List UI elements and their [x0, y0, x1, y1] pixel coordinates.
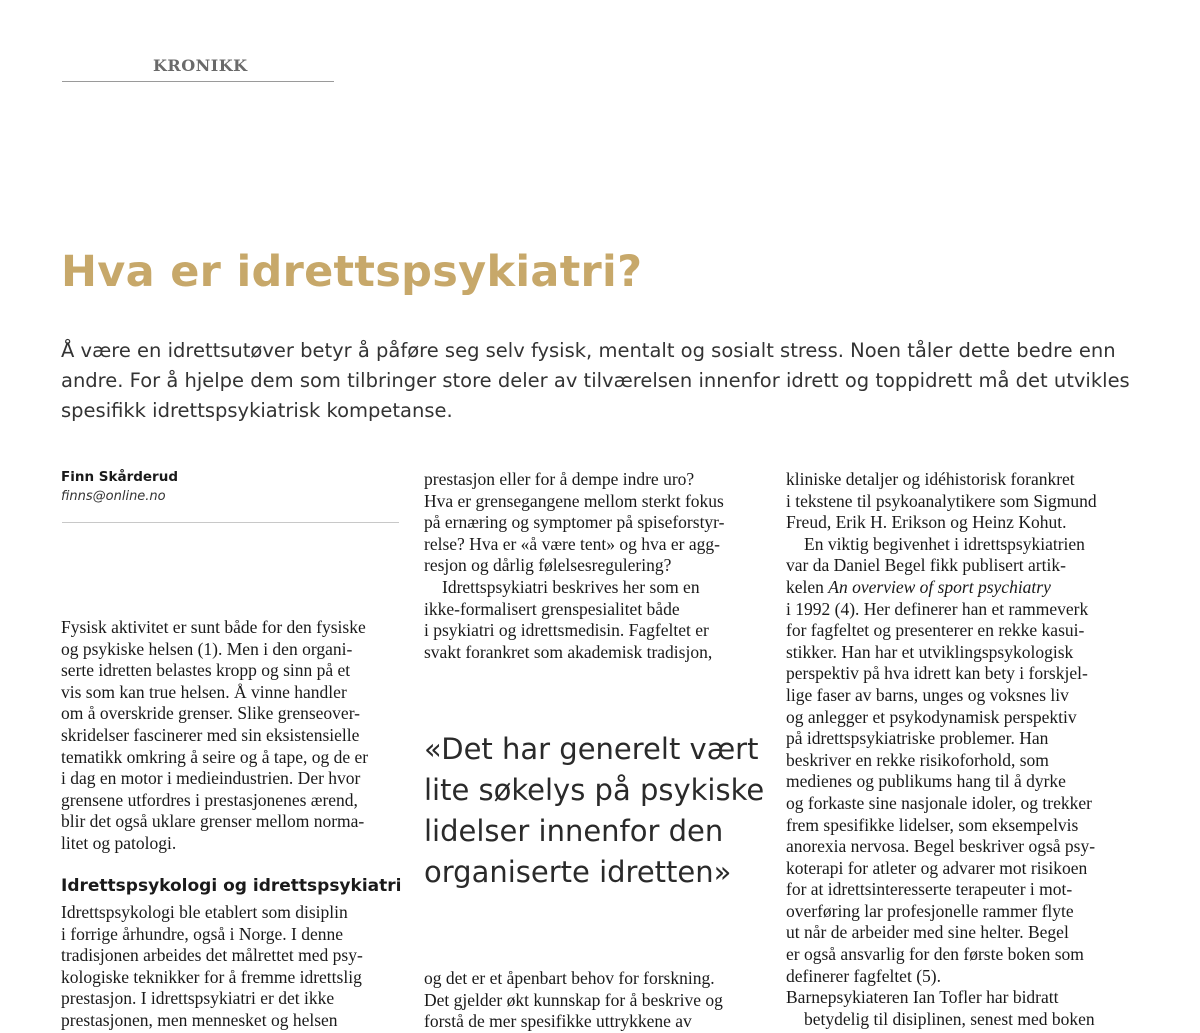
body-line: var da Daniel Begel fikk publisert artik-: [786, 555, 1066, 576]
body-line: ikke-formalisert grenspesialitet både: [424, 598, 680, 619]
pull-quote-line: «Det har generelt vært: [424, 732, 759, 766]
pull-quote-line: lidelser innenfor den: [424, 814, 724, 848]
body-line: overføring lar profesjonelle rammer flyte: [786, 900, 1074, 921]
section-divider: [62, 81, 334, 82]
body-line: serte idretten belastes kropp og sinn på et: [61, 660, 351, 681]
pull-quote-line: organiserte idretten»: [424, 855, 732, 889]
body-line: forstå de mer spesifikke uttrykkene av: [424, 1011, 692, 1032]
body-column-2: [424, 469, 725, 663]
body-line: Barnepsykiateren Ian Tofler har bidratt: [786, 987, 1059, 1008]
article-lead: [61, 336, 1141, 426]
body-line-with-cited-title: [786, 577, 1097, 599]
body-line: grensene utfordres i prestasjonenes ærend,: [61, 789, 358, 810]
body-line: prestasjon eller for å dempe indre uro?: [424, 469, 695, 489]
body-column-1-continued: [61, 902, 363, 1032]
body-line: lige faser av barns, unges og voksnes liv: [786, 684, 1069, 705]
body-line: medienes og publikums hang til å dyrke: [786, 771, 1066, 792]
body-line: beskriver en rekke risikoforhold, som: [786, 749, 1049, 770]
cited-article-title: An overview of sport psychiatry: [828, 576, 1051, 597]
body-line: kologiske teknikker for å fremme idrettslig: [61, 966, 362, 987]
body-line: perspektiv på hva idrett kan bety i forskjel-: [786, 663, 1088, 684]
body-line: og anlegger et psykodynamisk perspektiv: [786, 706, 1077, 727]
body-line: på ernæring og symptomer på spiseforstyr-: [424, 512, 725, 533]
author-email[interactable]: finns@online.no: [61, 489, 166, 504]
body-line: koterapi for atleter og advarer mot risikoen: [786, 857, 1088, 878]
body-line: litet og patologi.: [61, 832, 177, 853]
body-line: definerer fagfeltet (5).: [786, 965, 941, 986]
body-line: anorexia nervosa. Begel beskriver også psy-: [786, 836, 1096, 857]
body-line: Fysisk aktivitet er sunt både for den fysiske: [61, 617, 366, 637]
section-subhead: Idrettspsykologi og idrettspsykiatri: [61, 876, 402, 896]
body-column-1: [61, 617, 368, 855]
section-label: KRONIKK: [153, 56, 248, 75]
article-title: Hva er idrettspsykiatri?: [61, 247, 643, 297]
author-name: Finn Skårderud: [61, 469, 178, 485]
lead-line: Å være en idrettsutøver betyr å påføre seg selv fysisk, mentalt og sosialt stress. Noen tåler dette bedre enn: [61, 339, 1116, 362]
body-line: betydelig til disiplinen, senest med boken: [804, 1008, 1095, 1029]
body-line: og forkaste sine nasjonale idoler, og trekker: [786, 792, 1092, 813]
body-line: og psykiske helsen (1). Men i den organi-: [61, 638, 353, 659]
body-line: Freud, Erik H. Erikson og Heinz Kohut.: [786, 512, 1067, 533]
body-line: stikker. Han har et utviklingspsykologisk: [786, 641, 1074, 662]
body-line: om å overskride grenser. Slike grenseover-: [61, 703, 360, 724]
body-column-3: [786, 469, 1097, 1030]
body-line: Hva er grensegangene mellom sterkt fokus: [424, 490, 724, 511]
body-line: ut når de arbeider med sine helter. Begel: [786, 922, 1069, 943]
pull-quote: [424, 729, 764, 893]
body-line: og det er et åpenbart behov for forskning.: [424, 968, 715, 988]
author-divider: [62, 522, 399, 523]
body-line: på idrettspsykiatriske problemer. Han: [786, 728, 1049, 749]
body-line: skridelser fascinerer med sin eksistensielle: [61, 724, 360, 745]
body-line: frem spesifikke lidelser, som eksempelvis: [786, 814, 1079, 835]
body-line: er også ansvarlig for den første boken som: [786, 944, 1084, 965]
body-line: Idrettspsykiatri beskrives her som en: [442, 576, 700, 597]
body-column-2-continued: [424, 968, 723, 1033]
body-line: kliniske detaljer og idéhistorisk forankret: [786, 469, 1075, 489]
body-line: i tekstene til psykoanalytikere som Sigmund: [786, 490, 1097, 511]
body-line: tradisjonen arbeides det målrettet med psy-: [61, 945, 363, 966]
body-text: kelen: [786, 576, 824, 597]
body-line: for fagfeltet og presenterer en rekke kasui-: [786, 620, 1085, 641]
body-line: i dag en motor i medieindustrien. Der hvor: [61, 768, 361, 789]
body-line: En viktig begivenhet i idrettspsykiatrien: [804, 533, 1085, 554]
body-line: for at idrettsinteresserte terapeuter i mot-: [786, 879, 1073, 900]
body-line: svakt forankret som akademisk tradisjon,: [424, 641, 713, 662]
body-line: i 1992 (4). Her definerer han et rammeverk: [786, 598, 1089, 619]
body-line: vis som kan true helsen. Å vinne handler: [61, 681, 347, 702]
body-line: i forrige århundre, også i Norge. I denne: [61, 923, 344, 944]
lead-line: spesifikk idrettspsykiatrisk kompetanse.: [61, 399, 453, 422]
pull-quote-line: lite søkelys på psykiske: [424, 773, 765, 807]
lead-line: andre. For å hjelpe dem som tilbringer store deler av tilværelsen innenfor idrett og toppidrett må det utvikles: [61, 369, 1130, 392]
body-line: Idrettspsykologi ble etablert som disiplin: [61, 902, 348, 922]
body-line: tematikk omkring å seire og å tape, og de er: [61, 746, 369, 767]
body-line: resjon og dårlig følelsesregulering?: [424, 555, 672, 576]
body-line: relse? Hva er «å være tent» og hva er agg-: [424, 533, 720, 554]
body-line: i psykiatri og idrettsmedisin. Fagfeltet er: [424, 620, 709, 641]
body-line: Det gjelder økt kunnskap for å beskrive og: [424, 989, 723, 1010]
body-line: blir det også uklare grenser mellom norma-: [61, 811, 365, 832]
body-line: prestasjonen, men mennesket og helsen: [61, 1009, 338, 1030]
body-line: prestasjon. I idrettspsykiatri er det ikke: [61, 988, 335, 1009]
